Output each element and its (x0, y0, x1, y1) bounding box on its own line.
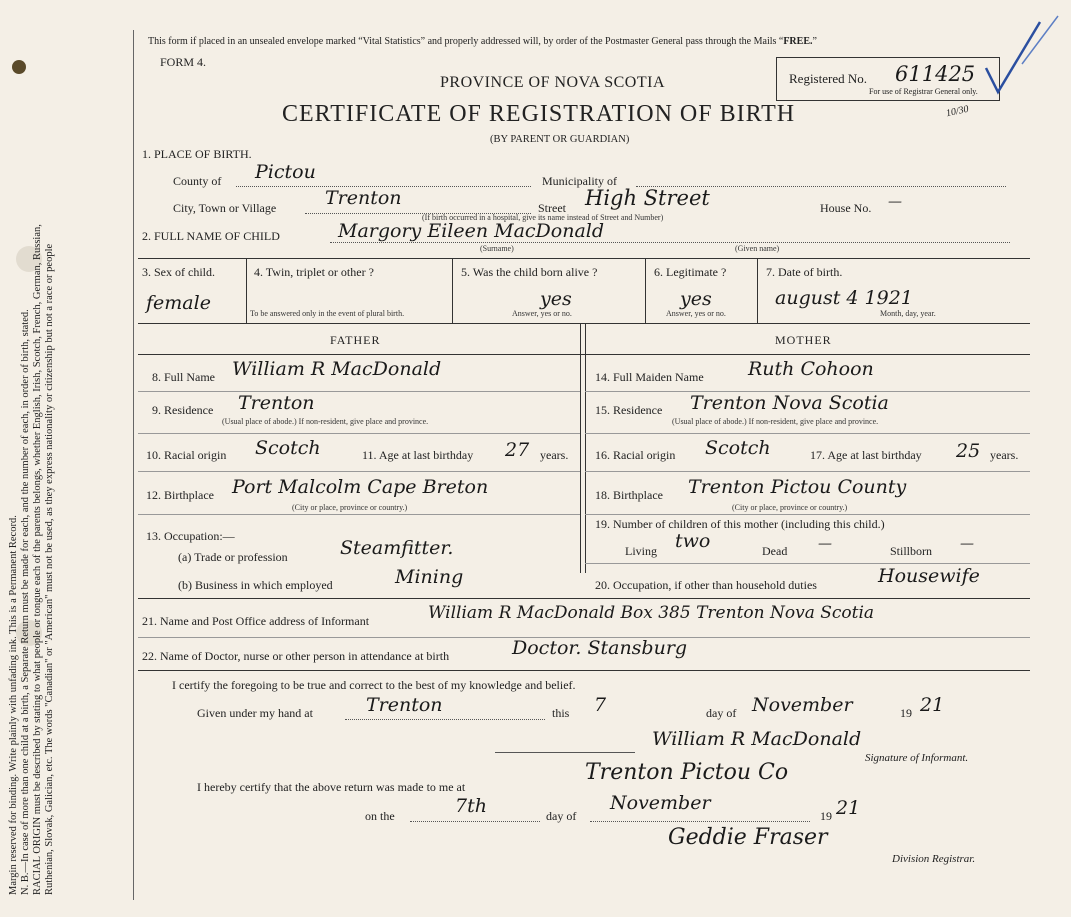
mother-residence-field: Trenton Nova Scotia (690, 392, 889, 414)
legitimate-note: Answer, yes or no. (666, 309, 726, 318)
father-heading: FATHER (330, 333, 381, 347)
registrar-day-of-label: day of (546, 809, 577, 823)
father-business-label: (b) Business in which employed (178, 578, 333, 592)
year-prefix-label: 19 (900, 706, 912, 720)
margin-line: N. B.—In case of more than one child at a birth, a Separate Return must be made for each, and the number of each, in order of birth, stated. (20, 309, 31, 895)
rule (452, 258, 453, 323)
rule (585, 323, 586, 573)
rule (138, 354, 1030, 355)
father-age-field: 27 (505, 439, 530, 461)
living-label: Living (625, 544, 657, 558)
registrar-signature: Geddie Fraser (668, 825, 828, 850)
margin-line: Margin reserved for binding. Write plainly with unfading ink. This is a Permanent Record. (8, 515, 19, 895)
certify-statement: I certify the foregoing to be true and correct to the best of my knowledge and belief. (172, 678, 576, 692)
date-field: august 4 1921 (775, 287, 913, 309)
house-number-field: — (888, 194, 902, 210)
surname-note: (Surname) (480, 244, 514, 253)
mother-age-field: 25 (956, 440, 981, 462)
rule (585, 563, 1030, 564)
rule (495, 752, 635, 753)
municipality-label: Municipality of (542, 174, 617, 188)
alive-label: 5. Was the child born alive ? (461, 265, 598, 279)
county-label: County of (173, 174, 222, 188)
sex-label: 3. Sex of child. (142, 265, 215, 279)
registered-number: 611425 (895, 62, 976, 86)
registrar-month-field: November (610, 792, 711, 814)
informant-field: William R MacDonald Box 385 Trenton Nova Scotia (428, 603, 875, 623)
informant-signature: William R MacDonald (652, 728, 862, 750)
father-birthplace-label: 12. Birthplace (146, 488, 214, 502)
mother-birthplace-note: (City or place, province or country.) (732, 503, 848, 512)
alive-field: yes (540, 288, 572, 310)
mother-racial-field: Scotch (705, 437, 771, 459)
father-name-label: 8. Full Name (152, 370, 215, 384)
father-trade-label: (a) Trade or profession (178, 550, 288, 564)
mother-name-field: Ruth Cohoon (748, 358, 874, 380)
stillborn-label: Stillborn (890, 544, 933, 558)
margin-line: RACIAL ORIGIN must be described by stating to what people or tongue each of the parents belongs, whether English, Irish, Scotch, French, German, Russian, (32, 224, 43, 895)
rule (585, 433, 1030, 434)
mother-children-label: 19. Number of children of this mother (including this child.) (595, 517, 885, 531)
rule (585, 471, 1030, 472)
father-racial-label: 10. Racial origin (146, 448, 227, 462)
registrar-note: Division Registrar. (892, 853, 976, 865)
street-field: High Street (585, 186, 710, 210)
certify-month-field: November (752, 694, 853, 716)
twin-label: 4. Twin, triplet or other ? (254, 265, 374, 279)
given-name-note: (Given name) (735, 244, 780, 253)
county-field: Pictou (255, 161, 316, 183)
street-label: Street (538, 201, 566, 215)
rule (585, 514, 1030, 515)
mother-birthplace-label: 18. Birthplace (595, 488, 663, 502)
page-title: CERTIFICATE OF REGISTRATION OF BIRTH (282, 101, 796, 127)
father-business-field: Mining (395, 566, 464, 588)
certify-year-field: 21 (920, 694, 945, 716)
check-mark-icon (982, 12, 1062, 96)
mother-heading: MOTHER (775, 333, 832, 347)
mother-occupation-label: 20. Occupation, if other than household duties (595, 578, 817, 592)
city-field: Trenton (325, 187, 402, 209)
father-trade-field: Steamfitter. (340, 537, 454, 559)
sex-field: female (146, 292, 211, 314)
doctor-field: Doctor. Stansburg (512, 637, 688, 659)
stamp-mark: 10/30 (945, 103, 970, 120)
mother-name-label: 14. Full Maiden Name (595, 370, 704, 384)
form-number: FORM 4. (160, 55, 207, 69)
registrar-year-prefix: 19 (820, 809, 832, 823)
mother-residence-note: (Usual place of abode.) If non-resident, give place and province. (672, 417, 879, 426)
given-label: Given under my hand at (197, 706, 313, 720)
date-label: 7. Date of birth. (766, 265, 843, 279)
rule (138, 433, 580, 434)
on-the-label: on the (365, 809, 395, 823)
registrar-statement: I hereby certify that the above return was made to me at (197, 780, 466, 794)
legitimate-field: yes (680, 288, 712, 310)
province-heading: PROVINCE OF NOVA SCOTIA (440, 74, 666, 91)
father-birthplace-field: Port Malcolm Cape Breton (232, 476, 489, 498)
rule (138, 391, 580, 392)
place-of-birth-label: 1. PLACE OF BIRTH. (142, 147, 252, 161)
rule (138, 670, 1030, 671)
rule (138, 471, 580, 472)
twin-note: To be answered only in the event of plural birth. (250, 309, 405, 318)
registered-label: Registered No. (789, 71, 867, 86)
registrar-month-line (590, 821, 810, 822)
father-racial-field: Scotch (255, 437, 321, 459)
rule (246, 258, 247, 323)
rule (138, 598, 1030, 599)
father-birthplace-note: (City or place, province or country.) (292, 503, 408, 512)
rule (645, 258, 646, 323)
dead-field: — (818, 536, 832, 552)
father-residence-field: Trenton (238, 392, 315, 414)
margin-line: Ruthenian, Slovak, Galician, etc. The words "Canadian" or "American" must not be used, as they express nationality or citizenship but not a race or people (44, 243, 55, 895)
informant-label: 21. Name and Post Office address of Informant (142, 614, 370, 628)
mother-racial-label: 16. Racial origin (595, 448, 676, 462)
child-name-label: 2. FULL NAME OF CHILD (142, 229, 280, 243)
registrar-day-line (410, 821, 540, 822)
registrar-day-field: 7th (455, 795, 487, 817)
stillborn-field: — (960, 536, 974, 552)
registered-note: For use of Registrar General only. (869, 87, 978, 96)
child-name-field: Margory Eileen MacDonald (338, 220, 605, 242)
rule (138, 514, 580, 515)
margin-instructions (8, 0, 56, 905)
mother-occupation-field: Housewife (878, 565, 980, 587)
doctor-label: 22. Name of Doctor, nurse or other person in attendance at birth (142, 649, 450, 663)
rule (580, 323, 581, 573)
date-note: Month, day, year. (880, 309, 936, 318)
registrar-year-field: 21 (836, 797, 861, 819)
mother-birthplace-field: Trenton Pictou County (688, 476, 907, 498)
mother-years-label: years. (990, 448, 1019, 462)
registrar-place-field: Trenton Pictou Co (585, 760, 789, 785)
rule (138, 323, 1030, 324)
house-number-label: House No. (820, 201, 872, 215)
city-label: City, Town or Village (173, 201, 277, 215)
signature-note: Signature of Informant. (865, 752, 969, 764)
child-name-line (330, 242, 1010, 243)
rule (138, 258, 1030, 259)
given-place-field: Trenton (366, 694, 443, 716)
this-label: this (552, 706, 570, 720)
legitimate-label: 6. Legitimate ? (654, 265, 727, 279)
alive-note: Answer, yes or no. (512, 309, 572, 318)
registration-box (776, 57, 1000, 101)
hospital-note: (If birth occurred in a hospital, give its name instead of Street and Number) (422, 213, 664, 222)
living-field: two (675, 530, 711, 552)
mother-age-label: 17. Age at last birthday (810, 448, 922, 462)
day-of-label: day of (706, 706, 737, 720)
rule (757, 258, 758, 323)
father-age-label: 11. Age at last birthday (362, 448, 474, 462)
given-line (345, 719, 545, 720)
margin-rule (133, 30, 134, 900)
father-residence-label: 9. Residence (152, 403, 214, 417)
certify-day-field: 7 (594, 694, 607, 716)
dead-label: Dead (762, 544, 788, 558)
father-residence-note: (Usual place of abode.) If non-resident, give place and province. (222, 417, 429, 426)
father-name-field: William R MacDonald (232, 358, 442, 380)
page-subtitle: (BY PARENT OR GUARDIAN) (490, 134, 630, 145)
father-years-label: years. (540, 448, 569, 462)
postal-note: This form if placed in an unsealed envelope marked “Vital Statistics” and properly addressed will, by order of the Postmaster General pass through the Mails “FREE.” (148, 36, 817, 47)
mother-residence-label: 15. Residence (595, 403, 663, 417)
father-occupation-label: 13. Occupation:— (146, 529, 235, 543)
